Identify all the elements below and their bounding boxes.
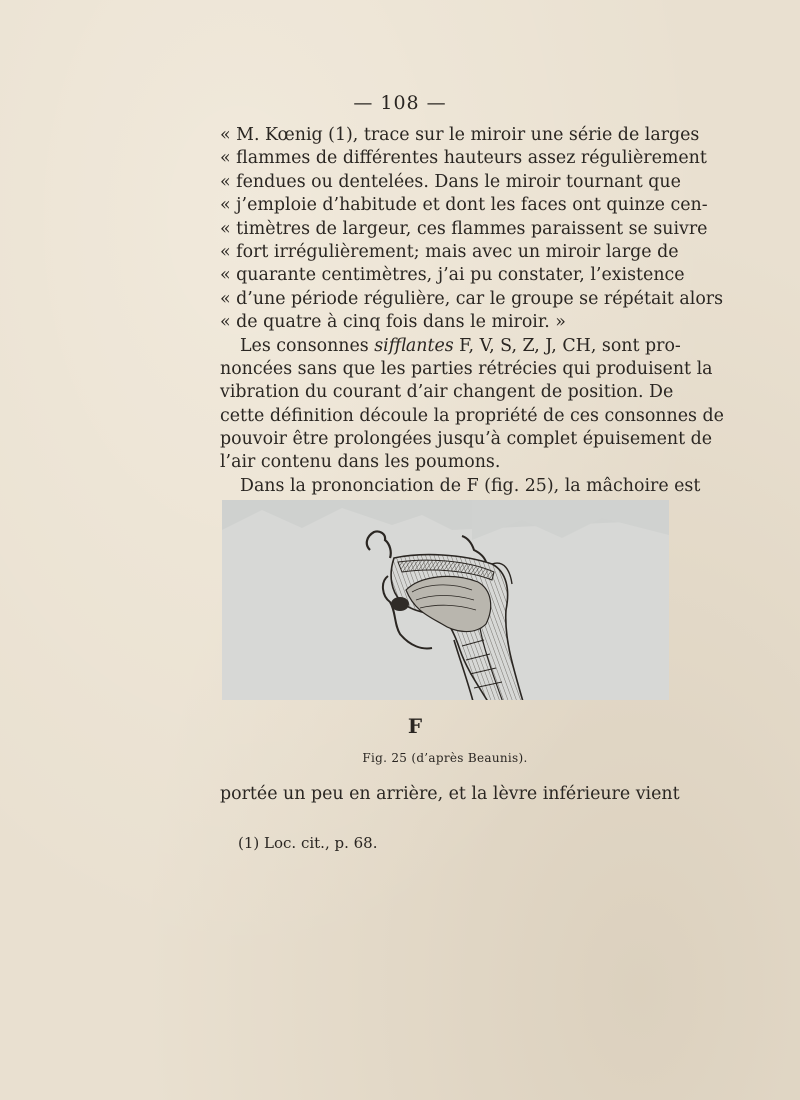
figure-letter: F	[407, 714, 423, 738]
figure-25	[222, 500, 669, 700]
text-line: « de quatre à cinq fois dans le miroir. »	[220, 312, 566, 333]
continuation-line: portée un peu en arrière, et la lèvre inférieure vient	[220, 784, 680, 804]
text-line: « j’emploie d’habitude et dont les faces ont quinze cen-	[220, 195, 708, 216]
text-line: cette définition découle la propriété de ces consonnes de	[220, 405, 724, 426]
text-line: Les consonnes sifflantes F, V, S, Z, J, CH, sont pro-	[240, 335, 681, 356]
text-line: l’air contenu dans les poumons.	[220, 452, 501, 473]
body-text	[220, 124, 724, 498]
text-line: pouvoir être prolongées jusqu’à complet épuisement de	[220, 429, 713, 450]
text-line: « flammes de différentes hauteurs assez régulièrement	[220, 148, 707, 169]
text-line: noncées sans que les parties rétrécies qui produisent la	[220, 358, 713, 379]
text-line: vibration du courant d’air changent de position. De	[220, 382, 674, 403]
footnote: (1) Loc. cit., p. 68.	[238, 834, 378, 852]
text-line: « timètres de largeur, ces flammes paraissent se suivre	[220, 218, 708, 239]
page-number: — 108 —	[353, 92, 447, 114]
text-line: « fort irrégulièrement; mais avec un miroir large de	[220, 241, 679, 262]
text-line: « quarante centimètres, j’ai pu constater, l’existence	[220, 265, 685, 286]
text-line: « d’une période régulière, car le groupe se répétait alors	[220, 288, 724, 309]
italic-term: sifflantes	[374, 335, 454, 356]
figure-caption: Fig. 25 (d’après Beaunis).	[362, 751, 528, 765]
vocal-tract-illustration	[222, 500, 669, 700]
text-line: Dans la prononciation de F (fig. 25), la mâchoire est	[240, 475, 701, 496]
text-line: « M. Kœnig (1), trace sur le miroir une série de larges	[220, 125, 700, 145]
text-line: « fendues ou dentelées. Dans le miroir tournant que	[220, 171, 681, 192]
